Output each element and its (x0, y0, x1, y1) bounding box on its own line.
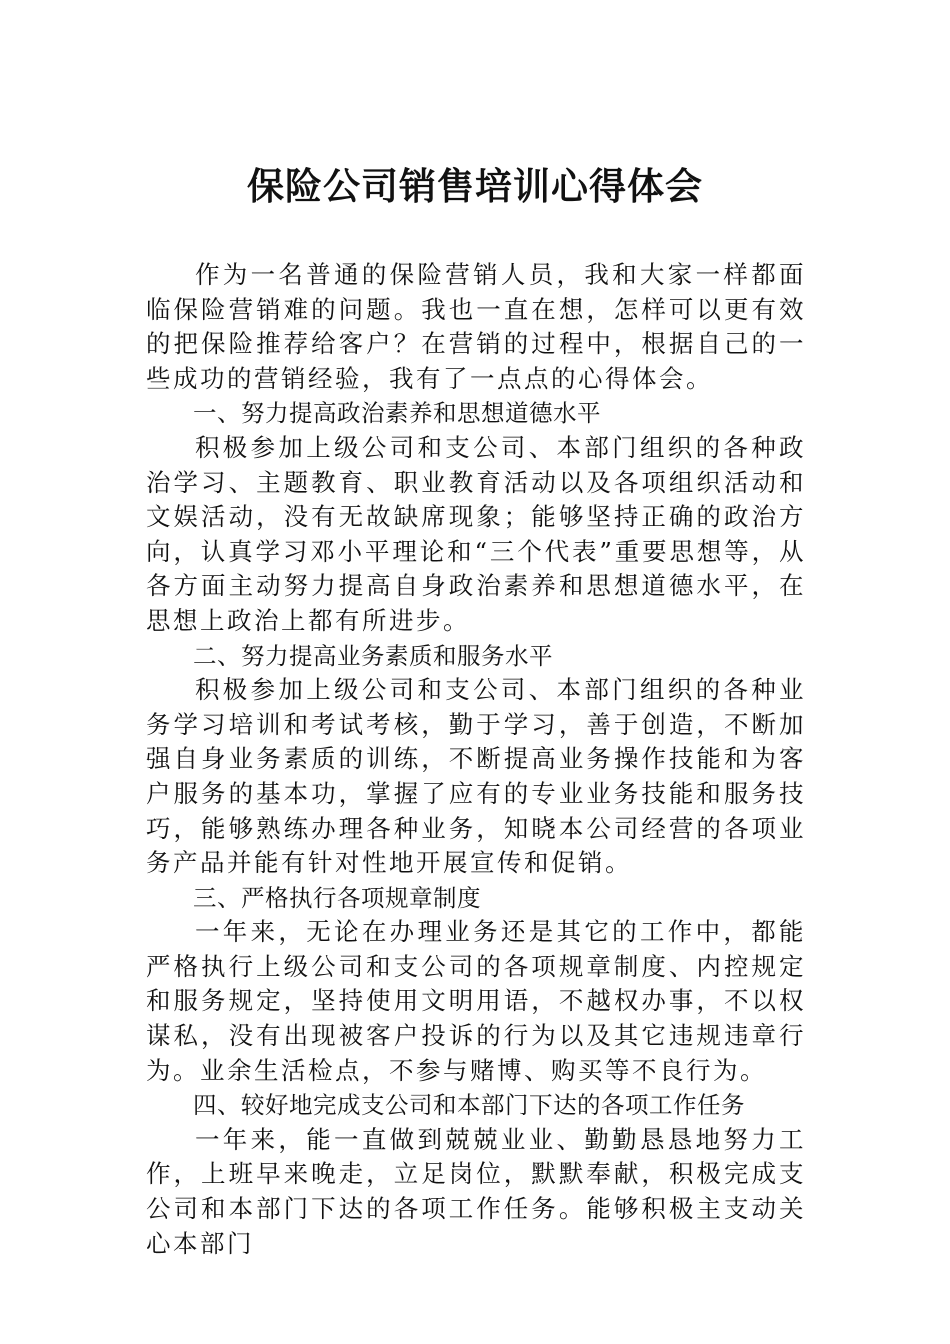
page-title: 保险公司销售培训心得体会 (247, 164, 703, 208)
section-paragraph-3: 一年来，无论在办理业务还是其它的工作中，都能严格执行上级公司和支公司的各项规章制度、内控规定和服务规定，坚持使用文明用语，不越权办事，不以权谋私，没有出现被客户投诉的行为以及其它违规违章行为。业余生活检点，不参与赌博、购买等不良行为。 (146, 917, 806, 1085)
document-body (146, 258, 806, 1261)
section-paragraph-1: 积极参加上级公司和支公司、本部门组织的各种政治学习、主题教育、职业教育活动以及各项组织活动和文娱活动，没有无故缺席现象；能够坚持正确的政治方向，认真学习邓小平理论和“三个代表”重要思想等，从各方面主动努力提高自身政治素养和思想道德水平，在思想上政治上都有所进步。 (146, 432, 806, 635)
intro-paragraph: 作为一名普通的保险营销人员，我和大家一样都面临保险营销难的问题。我也一直在想，怎样可以更有效的把保险推荐给客户？在营销的过程中，根据自己的一些成功的营销经验，我有了一点点的心得体会。 (146, 260, 806, 393)
section-heading-4: 四、较好地完成支公司和本部门下达的各项工作任务 (193, 1091, 745, 1120)
section-paragraph-4: 一年来，能一直做到兢兢业业、勤勤恳恳地努力工作，上班早来晚走，立足岗位，默默奉献，积极完成支公司和本部门下达的各项工作任务。能够积极主支动关心本部门 (146, 1124, 806, 1258)
section-paragraph-2: 积极参加上级公司和支公司、本部门组织的各种业务学习培训和考试考核，勤于学习，善于创造，不断加强自身业务素质的训练，不断提高业务操作技能和为客户服务的基本功，掌握了应有的专业业务技能和服务技巧，能够熟练办理各种业务，知晓本公司经营的各项业务产品并能有针对性地开展宣传和促销。 (146, 675, 806, 878)
section-heading-1: 一、努力提高政治素养和思想道德水平 (193, 399, 601, 428)
section-heading-2: 二、努力提高业务素质和服务水平 (193, 641, 553, 670)
section-heading-3: 三、严格执行各项规章制度 (193, 883, 481, 912)
